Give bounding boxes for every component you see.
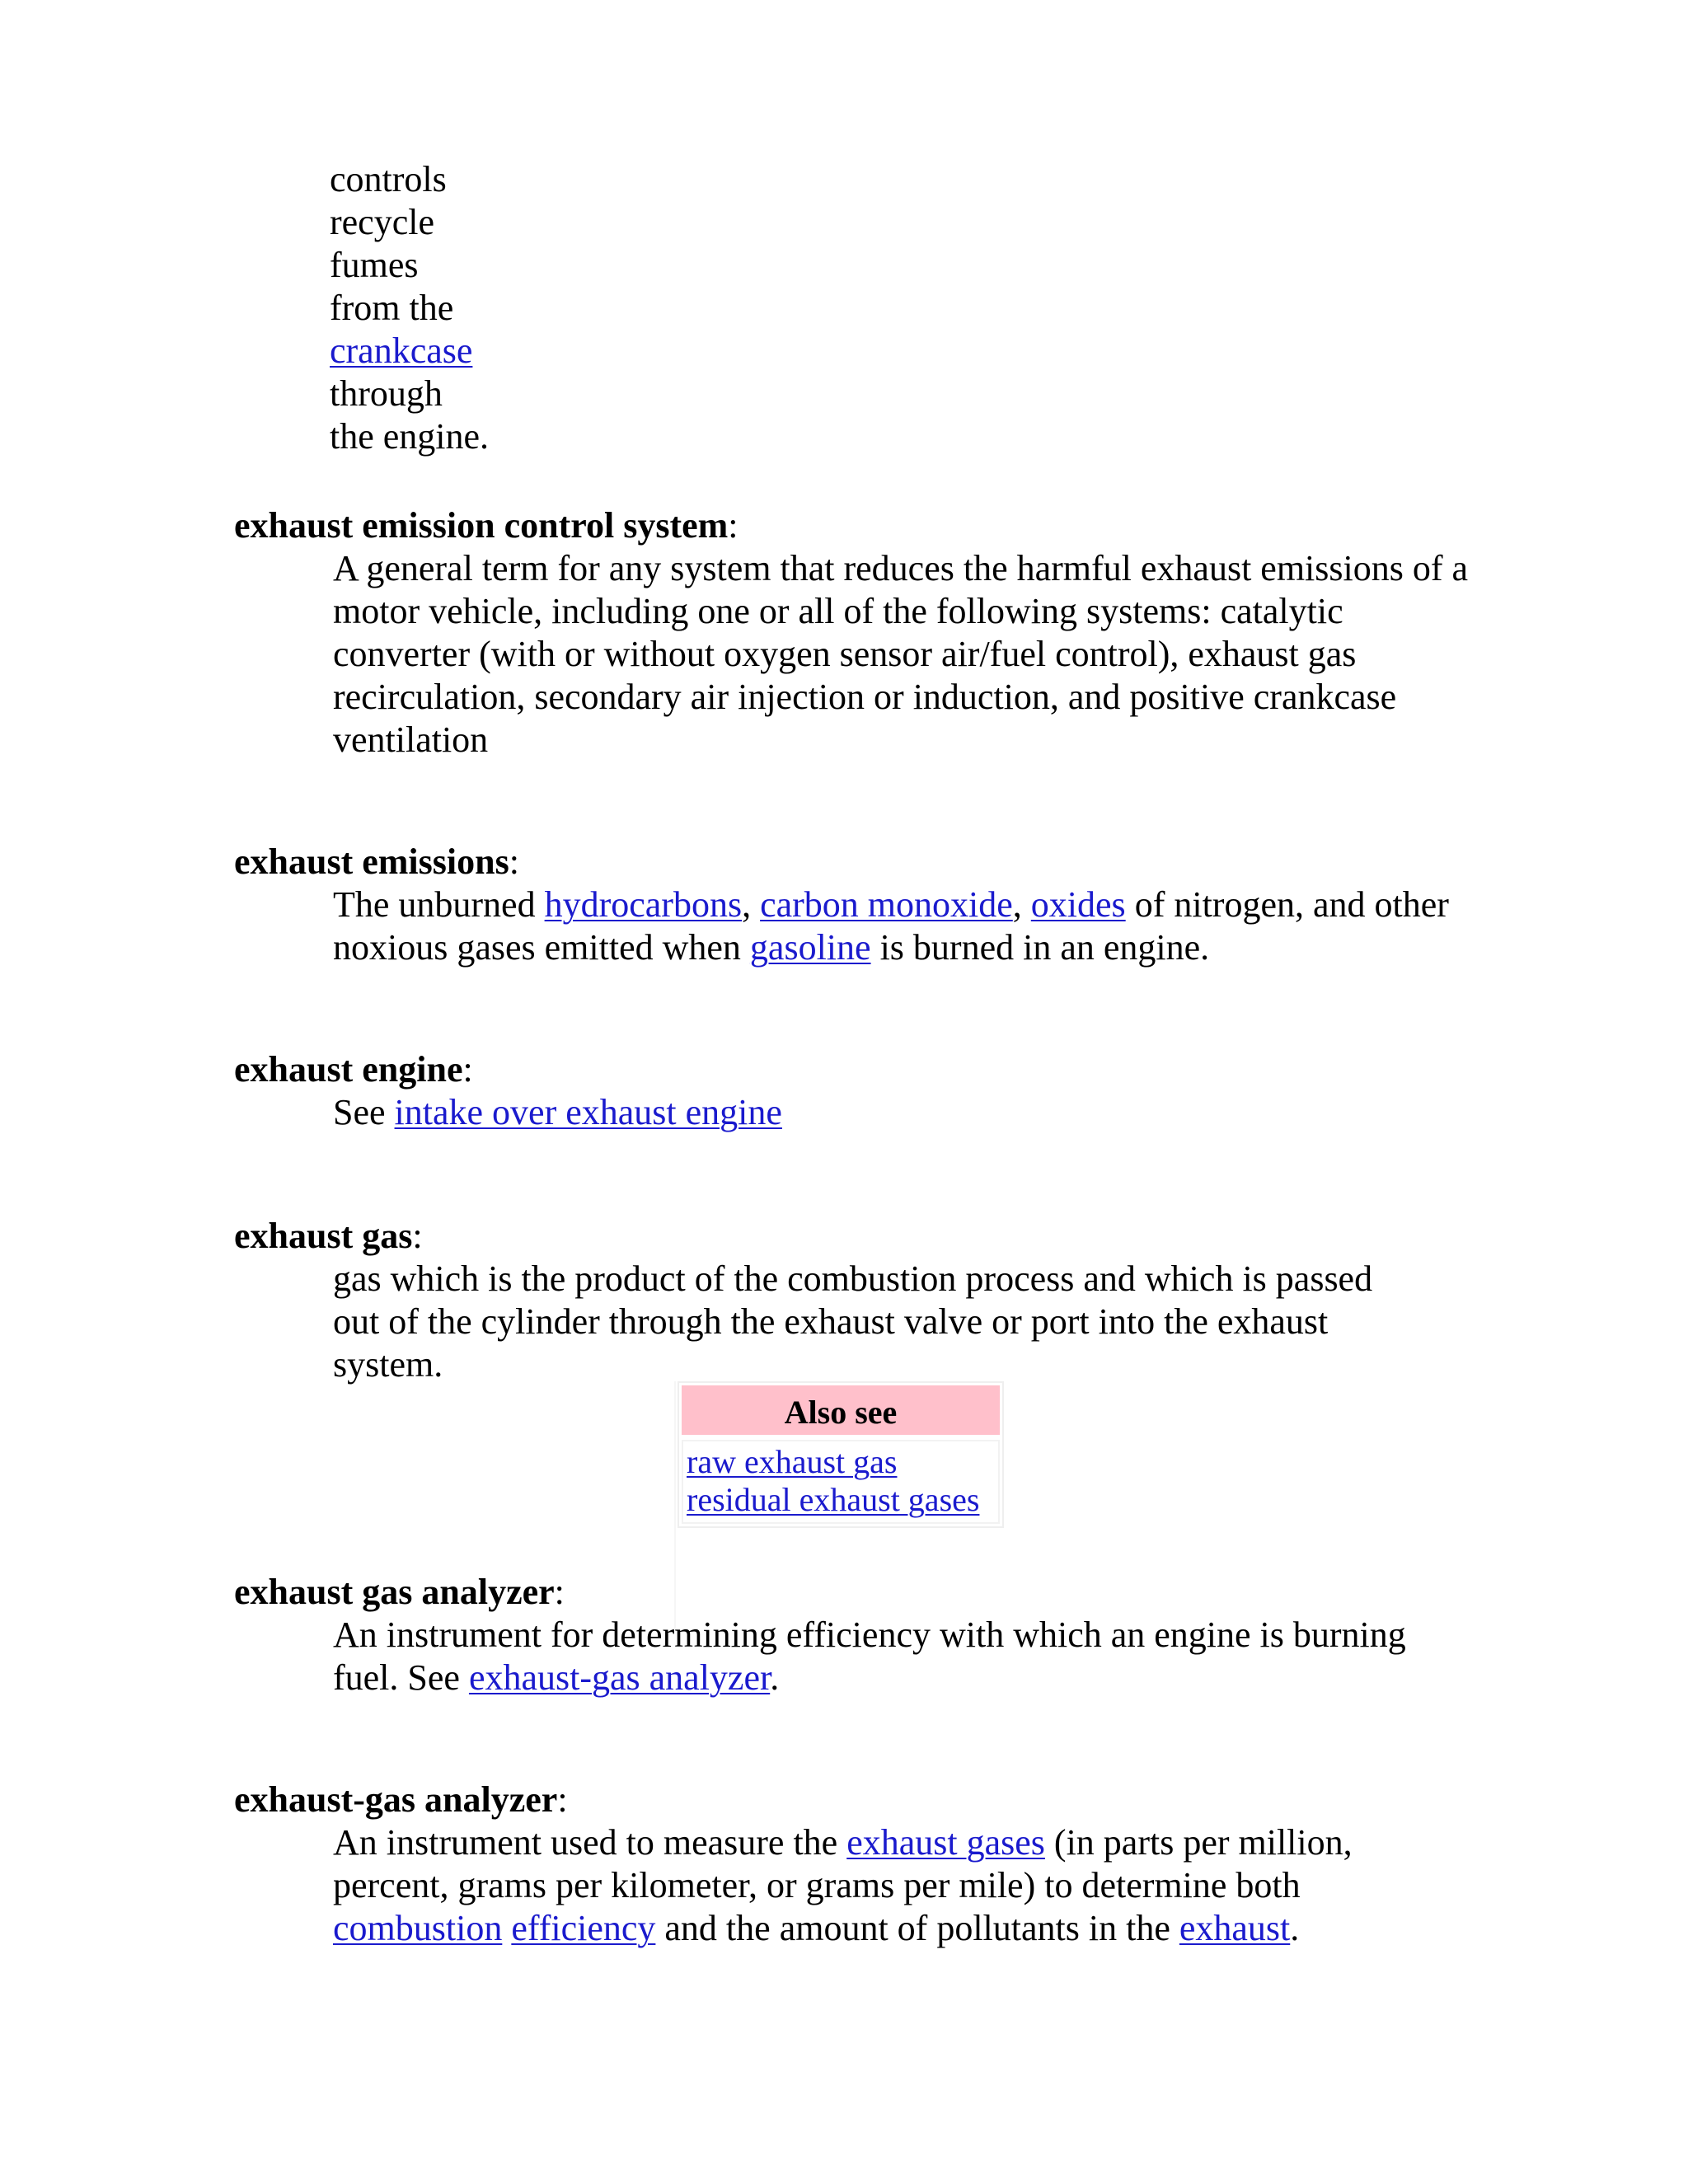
entry-term-line	[234, 1571, 1470, 1614]
entry-exhaust-gas-analyzer	[234, 1571, 1470, 1699]
exhaust-gases-link[interactable]: exhaust gases	[846, 1822, 1045, 1863]
hydrocarbons-link[interactable]: hydrocarbons	[544, 884, 743, 925]
fragment-line: fumes	[330, 245, 419, 285]
entry-term-line	[234, 1048, 1470, 1091]
fragment-line: the engine.	[330, 416, 490, 457]
carbon-monoxide-link[interactable]: carbon monoxide	[760, 884, 1013, 925]
exhaust-link[interactable]: exhaust	[1179, 1908, 1291, 1948]
term-colon: :	[728, 505, 738, 546]
entry-term-line	[234, 841, 1470, 883]
also-see-box	[678, 1381, 1004, 1528]
definition-text: An instrument for determining efficiency with which an engine is burning fuel. See	[333, 1615, 1406, 1698]
entry-definition: A general term for any system that reduces the harmful exhaust emissions of a motor vehicle, including one or all of the following systems: catalytic converter (with or without oxygen sensor air/fuel control), exhaust gas recirculation, secondary air injection or induction, and positive crankcase ventilation	[333, 548, 1469, 760]
definition-text: The unburned	[333, 884, 545, 925]
entry-definition	[333, 1821, 1404, 1950]
fragment-line: through	[330, 373, 443, 414]
entry-term-line	[234, 1215, 1470, 1258]
raw-exhaust-gas-link[interactable]: raw exhaust gas	[687, 1443, 898, 1480]
definition-text: (in parts per million, percent, grams per kilometer, or grams per mile) to determine both	[333, 1822, 1353, 1905]
entry-definition	[333, 1091, 1470, 1134]
term-colon: :	[412, 1216, 423, 1256]
term-colon: :	[557, 1779, 568, 1820]
definition-text: and the amount of pollutants in the	[655, 1908, 1179, 1948]
definition-text: An instrument used to measure the	[333, 1822, 847, 1863]
intake-over-exhaust-engine-link[interactable]: intake over exhaust engine	[394, 1092, 782, 1132]
entry-exhaust-emission-control-system	[234, 504, 1470, 762]
definition-text: of nitrogen, and other noxious gases emitted when	[333, 884, 1449, 968]
entry-definition: gas which is the product of the combustion process and which is passed out of the cylinder through the exhaust valve or port into the exhaust system.	[333, 1258, 1373, 1385]
entry-exhaust-emissions	[234, 841, 1470, 969]
entry-exhaust-gas	[234, 1215, 1470, 1386]
entry-term: exhaust engine	[234, 1049, 463, 1090]
gasoline-link[interactable]: gasoline	[749, 927, 871, 968]
entry-exhaust-engine	[234, 1048, 1470, 1134]
definition-text: ,	[742, 884, 761, 925]
fragment-line: controls	[330, 159, 447, 199]
definition-text	[502, 1908, 511, 1948]
entry-definition	[333, 1614, 1470, 1699]
entry-term: exhaust emissions	[234, 841, 509, 882]
oxides-link[interactable]: oxides	[1030, 884, 1126, 925]
fragment-line: recycle	[330, 202, 434, 242]
fragment-line: from the	[330, 288, 454, 328]
term-colon: :	[509, 841, 519, 882]
also-see-list	[682, 1440, 1000, 1524]
definition-text: .	[1290, 1908, 1300, 1948]
entry-exhaust-gas-analyzer-hyphenated	[234, 1779, 1470, 1950]
entry-term-line	[234, 1779, 1470, 1821]
definition-text: .	[770, 1657, 780, 1698]
previous-entry-fragment	[330, 158, 489, 458]
crankcase-link[interactable]: crankcase	[330, 330, 473, 371]
term-colon: :	[462, 1049, 473, 1090]
also-see-heading: Also see	[682, 1385, 1000, 1435]
entry-term: exhaust gas	[234, 1216, 413, 1256]
definition-text: is burned in an engine.	[870, 927, 1210, 968]
term-colon: :	[554, 1572, 565, 1612]
definition-text: ,	[1012, 884, 1031, 925]
entry-definition	[333, 883, 1470, 969]
residual-exhaust-gases-link[interactable]: residual exhaust gases	[687, 1481, 980, 1518]
combustion-link[interactable]: combustion	[333, 1908, 503, 1948]
entry-term-line	[234, 504, 1470, 547]
entry-term: exhaust emission control system	[234, 505, 729, 546]
entry-term: exhaust-gas analyzer	[234, 1779, 558, 1820]
efficiency-link[interactable]: efficiency	[511, 1908, 656, 1948]
definition-text: See	[333, 1092, 395, 1132]
entry-term: exhaust gas analyzer	[234, 1572, 555, 1612]
exhaust-gas-analyzer-link[interactable]: exhaust-gas analyzer	[468, 1657, 771, 1698]
